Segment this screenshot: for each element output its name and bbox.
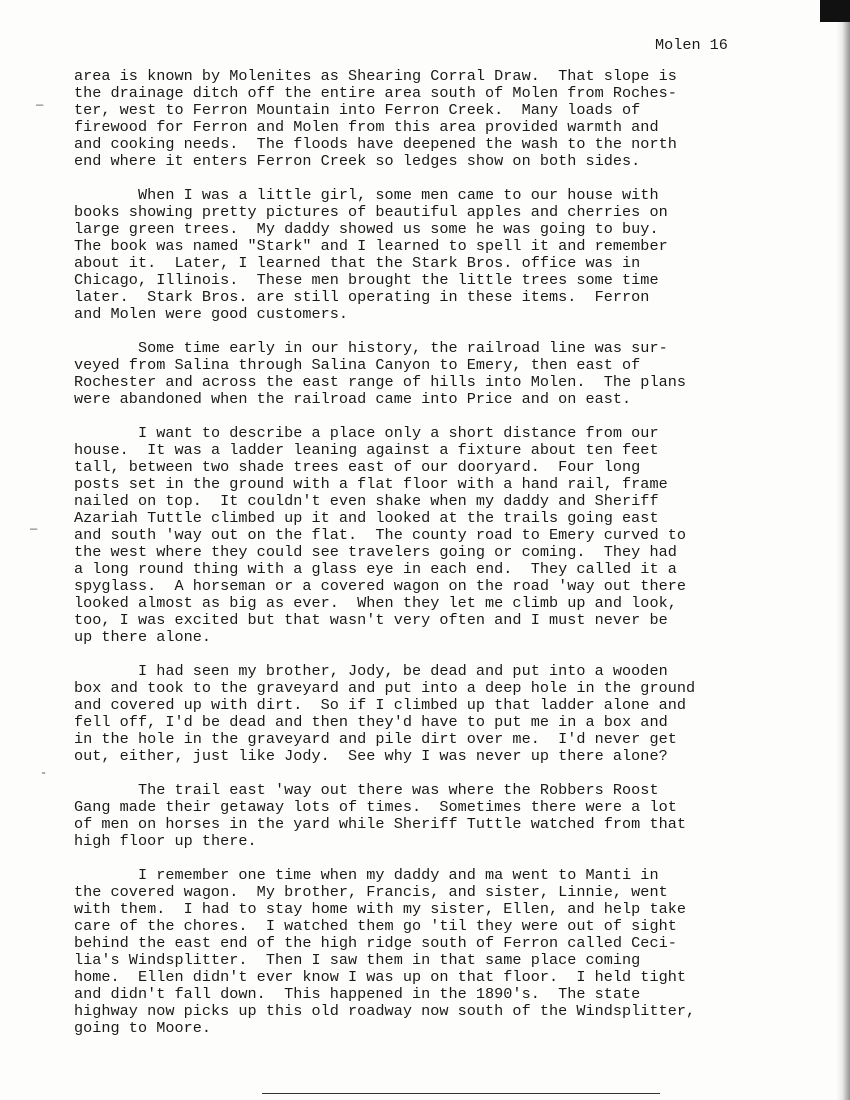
paragraph [74, 782, 774, 850]
paragraph [74, 68, 774, 170]
text-line: high floor up there. [74, 832, 257, 850]
text-line: home. Ellen didn't ever know I was up on that floor. I held tight [74, 968, 686, 987]
text-line: Gang made their getaway lots of times. Sometimes there were a lot [74, 798, 677, 817]
text-line: I want to describe a place only a short distance from our [74, 424, 659, 443]
text-line: nailed on top. It couldn't even shake when my daddy and Sheriff [74, 492, 659, 511]
text-line: about it. Later, I learned that the Stark Bros. office was in [74, 253, 641, 272]
text-line: Some time early in our history, the railroad line was sur- [74, 339, 668, 358]
text-line: and south 'way out on the flat. The county road to Emery curved to [74, 526, 686, 544]
text-line: spyglass. A horseman or a covered wagon on the road 'way out there [74, 576, 686, 595]
text-line: The trail east 'way out there was where the Robbers Roost [74, 781, 659, 800]
body-text [74, 68, 774, 1054]
text-line: veyed from Salina through Salina Canyon to Emery, then east of [74, 356, 641, 375]
text-line: tall, between two shade trees east of our dooryard. Four long [74, 458, 641, 477]
text-line: looked almost as big as ever. When they let me climb up and look, [74, 593, 677, 612]
text-line: highway now picks up this old roadway now south of the Windsplitter, [74, 1001, 696, 1020]
paragraph [74, 425, 774, 645]
text-line: The book was named "Stark" and I learned to spell it and remember [74, 236, 668, 255]
text-line: the drainage ditch off the entire area south of Molen from Roches- [74, 83, 677, 102]
text-line: were abandoned when the railroad came into Price and on east. [74, 389, 632, 408]
margin-tick: — [36, 98, 44, 112]
paragraph [74, 340, 774, 408]
text-line: up there alone. [74, 627, 212, 646]
text-line: fell off, I'd be dead and then they'd have to put me in a box and [74, 712, 668, 731]
text-line: and cooking needs. The floods have deepened the wash to the north [74, 134, 677, 153]
text-line: books showing pretty pictures of beautiful apples and cherries on [74, 203, 668, 222]
text-line: house. It was a ladder leaning against a fixture about ten feet [74, 441, 659, 460]
text-line: lia's Windsplitter. Then I saw them in that same place coming [74, 951, 641, 970]
text-line: and Molen were good customers. [74, 304, 349, 323]
text-line: and didn't fall down. This happened in the 1890's. The state [74, 985, 641, 1003]
margin-tick: — [30, 522, 38, 536]
text-line: going to Moore. [74, 1018, 212, 1037]
paragraph [74, 187, 774, 323]
text-line: of men on horses in the yard while Sheriff Tuttle watched from that [74, 815, 686, 834]
text-line: ter, west to Ferron Mountain into Ferron Creek. Many loads of [74, 100, 641, 119]
text-line: I remember one time when my daddy and ma went to Manti in [74, 866, 659, 885]
text-line: end where it enters Ferron Creek so ledges show on both sides. [74, 151, 641, 170]
text-line: area is known by Molenites as Shearing Corral Draw. That slope is [74, 67, 677, 85]
text-line: When I was a little girl, some men came to our house with [74, 186, 659, 205]
footer-rule [262, 1093, 660, 1094]
scan-shadow-edge [836, 0, 850, 1100]
text-line: later. Stark Bros. are still operating in these items. Ferron [74, 287, 650, 306]
text-line: a long round thing with a glass eye in each end. They called it a [74, 559, 677, 578]
page-header: Molen 16 [655, 36, 728, 54]
margin-tick: - [40, 766, 48, 780]
paragraph [74, 867, 774, 1036]
text-line: the west where they could see travelers going or coming. They had [74, 542, 677, 561]
text-line: the covered wagon. My brother, Francis, and sister, Linnie, went [74, 883, 668, 902]
text-line: in the hole in the graveyard and pile dirt over me. I'd never get [74, 729, 677, 748]
text-line: out, either, just like Jody. See why I was never up there alone? [74, 746, 668, 765]
text-line: Azariah Tuttle climbed up it and looked at the trails going east [74, 509, 659, 528]
paragraph [74, 663, 774, 765]
scan-corner-mark [820, 0, 850, 22]
text-line: care of the chores. I watched them go 'til they were out of sight [74, 917, 677, 936]
text-line: behind the east end of the high ridge south of Ferron called Ceci- [74, 934, 677, 953]
text-line: Chicago, Illinois. These men brought the little trees some time [74, 270, 659, 289]
text-line: Rochester and across the east range of hills into Molen. The plans [74, 373, 686, 391]
text-line: box and took to the graveyard and put into a deep hole in the ground [74, 679, 696, 697]
text-line: and covered up with dirt. So if I climbed up that ladder alone and [74, 695, 686, 714]
text-line: large green trees. My daddy showed us some he was going to buy. [74, 220, 659, 238]
text-line: too, I was excited but that wasn't very often and I must never be [74, 610, 668, 629]
text-line: firewood for Ferron and Molen from this area provided warmth and [74, 117, 659, 136]
text-line: with them. I had to stay home with my sister, Ellen, and help take [74, 900, 686, 919]
text-line: posts set in the ground with a flat floor with a hand rail, frame [74, 475, 668, 494]
text-line: I had seen my brother, Jody, be dead and put into a wooden [74, 662, 668, 681]
